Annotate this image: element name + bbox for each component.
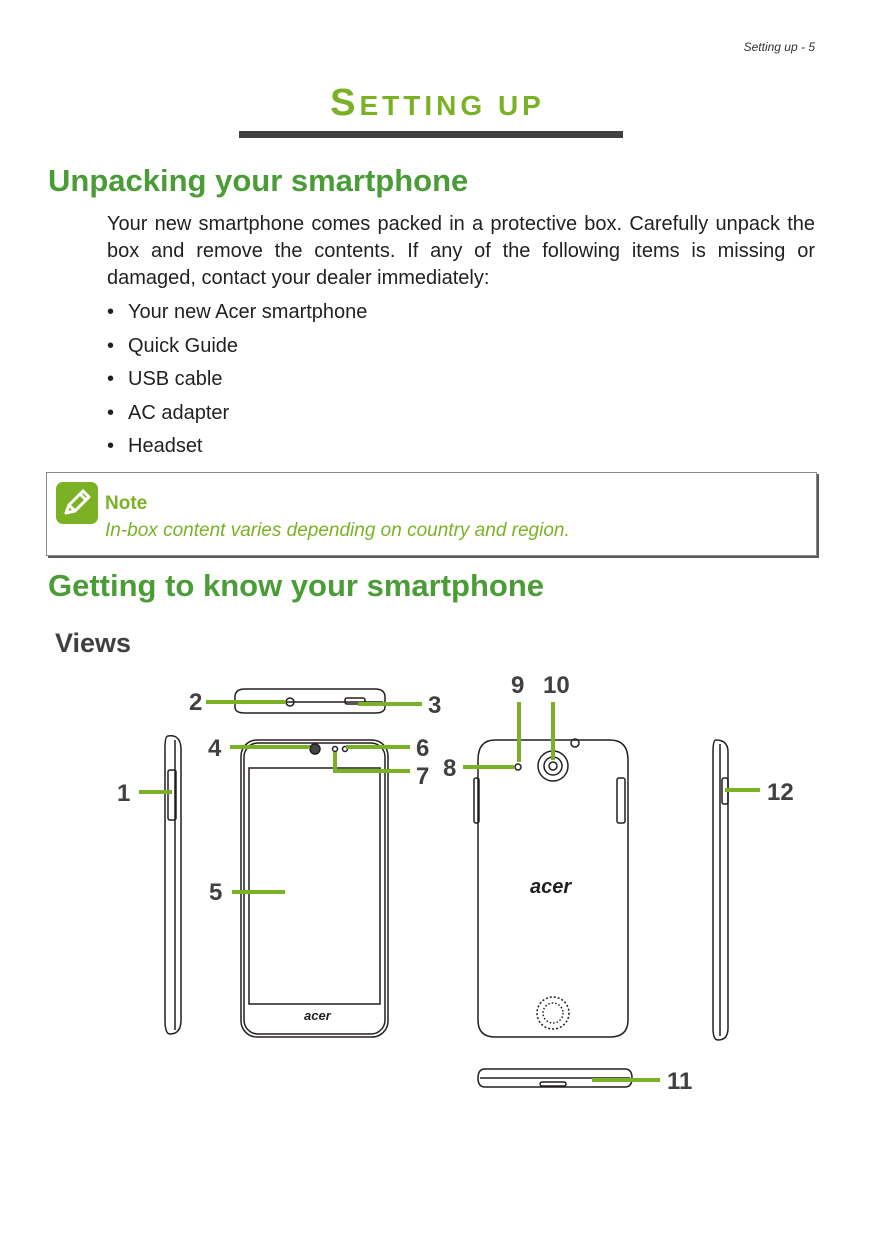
callout-3: 3 xyxy=(428,692,442,719)
note-text: In-box content varies depending on country and region. xyxy=(105,520,570,541)
bullet: • xyxy=(107,334,115,357)
section-heading-getting-to-know: Getting to know your smartphone xyxy=(48,568,545,603)
list-item-text: USB cable xyxy=(128,368,223,390)
note-label: Note xyxy=(105,493,148,514)
callout-11: 11 xyxy=(667,1068,693,1095)
phone-front-view xyxy=(241,740,388,1037)
callout-7: 7 xyxy=(416,763,430,790)
callout-5: 5 xyxy=(209,879,223,906)
views-subheading: Views xyxy=(55,628,132,658)
callout-1: 1 xyxy=(117,780,131,807)
bullet: • xyxy=(107,401,115,424)
section-heading-unpacking: Unpacking your smartphone xyxy=(48,163,469,198)
callout-12: 12 xyxy=(767,779,794,806)
list-item-text: AC adapter xyxy=(128,401,230,424)
front-brand-logo: acer xyxy=(304,1008,331,1023)
chapter-title-rest: ETTING UP xyxy=(359,90,545,121)
bullet: • xyxy=(107,435,115,457)
bullet: • xyxy=(107,368,115,390)
list-item-text: Quick Guide xyxy=(128,334,239,357)
list-item-text: Headset xyxy=(128,435,203,457)
callout-10: 10 xyxy=(543,672,570,699)
callout-9: 9 xyxy=(511,672,525,699)
callout-4: 4 xyxy=(208,735,222,762)
callout-8: 8 xyxy=(443,755,457,782)
phone-right-side-view xyxy=(713,740,728,1040)
chapter-title-initial: S xyxy=(330,82,360,124)
running-header: Setting up - 5 xyxy=(743,40,815,54)
callout-2: 2 xyxy=(189,689,203,716)
phone-left-side-view xyxy=(165,736,181,1034)
bullet: • xyxy=(107,301,115,323)
back-brand-logo: acer xyxy=(530,876,572,898)
callout-6: 6 xyxy=(416,735,430,762)
unpacking-intro-paragraph: Your new smartphone comes packed in a protective box. Carefully unpack the box and remove the contents. If any of the following items is missing or damaged, contact your dealer immediately: xyxy=(107,213,815,289)
list-item-text: Your new Acer smartphone xyxy=(128,301,368,323)
